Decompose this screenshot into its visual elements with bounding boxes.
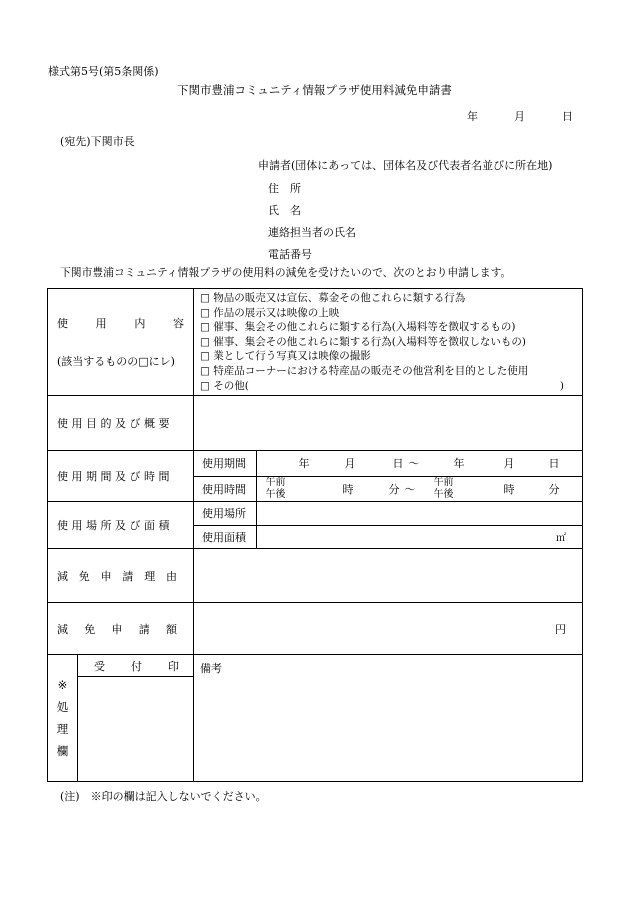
usage-option-other-close: ) (559, 379, 565, 392)
area-unit: ㎡ (556, 533, 567, 545)
processing-row-top (48, 655, 583, 677)
amount-input[interactable] (194, 603, 583, 655)
time-end-hour: 時 (503, 482, 515, 496)
period-start-day: 日 (392, 457, 404, 470)
intro-text: 下関市豊浦コミュニティ情報プラザの使用料の減免を受けたいので、次のとおり申請します。 (60, 266, 512, 279)
reason-label-char: 減 (57, 569, 68, 583)
reason-label-char: 請 (122, 569, 134, 583)
reason-label-char: 申 (100, 569, 112, 583)
usage-label-note: (該当するものの□にレ) (57, 355, 175, 368)
time-end-minute: 分 (548, 482, 560, 496)
addressee: (宛先)下関市長 (60, 135, 135, 148)
time-start-am: 午前 (265, 476, 286, 488)
amount-label-char: 減 (57, 622, 68, 636)
amount-label-char: 請 (138, 622, 150, 636)
form-title: 下関市豊浦コミュニティ情報プラザ使用料減免申請書 (177, 83, 452, 97)
processing-side-char: 欄 (56, 744, 69, 758)
period-tilde: ～ (408, 457, 420, 470)
time-end-pm: 午後 (433, 488, 454, 500)
area-sub-label: 使用面積 (194, 525, 256, 548)
application-form-table (47, 288, 583, 782)
period-end-day: 日 (548, 457, 560, 470)
usage-label-char: 容 (173, 317, 185, 330)
name-label: 氏 名 (268, 204, 301, 217)
reason-label-cell (48, 549, 194, 603)
reason-row (48, 549, 583, 603)
usage-option-other[interactable] (194, 379, 582, 394)
period-label: 使 用 期 間 及 び 時 間 (57, 470, 170, 483)
usage-option-checkbox[interactable]: □ 催事、集会その他これらに類する行為(入場料等を徴収しないもの) (200, 335, 526, 348)
amount-unit: 円 (555, 622, 567, 636)
processing-side-char: 処 (56, 700, 69, 714)
usage-label-char: 内 (134, 317, 146, 330)
time-tilde: ～ (404, 482, 416, 496)
phone-label: 電話番号 (268, 248, 312, 261)
time-start-pm: 午後 (265, 488, 286, 500)
date-day-label: 日 (562, 110, 573, 123)
processing-side-cell (48, 655, 78, 782)
reason-input[interactable] (194, 549, 583, 603)
place-label: 使 用 場 所 及 び 面 積 (57, 519, 170, 532)
period-row (48, 451, 583, 502)
form-number: 様式第5号(第5条関係) (48, 65, 159, 78)
applicant-heading: 申請者(団体にあっては、団体名及び代表者名並びに所在地) (258, 159, 553, 172)
time-input[interactable] (256, 476, 582, 501)
amount-label-char: 額 (166, 622, 177, 636)
place-label-cell (48, 502, 194, 549)
receipt-label-cell (78, 655, 194, 677)
reason-label-char: 理 (144, 569, 156, 583)
area-input[interactable] (256, 525, 582, 548)
place-sub-label: 使用場所 (194, 502, 256, 525)
purpose-label-cell (48, 396, 194, 451)
usage-option-checkbox[interactable]: □ 催事、集会その他これらに類する行為(入場料等を徴収するもの) (200, 321, 516, 334)
receipt-label-char: 印 (168, 659, 179, 673)
amount-label-char: 申 (111, 622, 123, 636)
purpose-input[interactable] (194, 396, 583, 451)
date-month-label: 月 (514, 110, 525, 123)
usage-option-other-label: □ その他( (200, 379, 249, 392)
place-cell (194, 502, 583, 549)
date-year-label: 年 (467, 110, 478, 123)
usage-label-char: 使 (57, 317, 68, 330)
processing-side-mark: ※ (57, 678, 68, 692)
remarks-cell[interactable] (194, 655, 583, 782)
purpose-row (48, 396, 583, 451)
usage-option-checkbox[interactable]: □ 業として行う写真又は映像の撮影 (200, 350, 371, 363)
amount-label-char: 免 (84, 622, 96, 636)
usage-option-checkbox[interactable]: □ 作品の展示又は映像の上映 (200, 306, 340, 319)
purpose-label: 使 用 目 的 及 び 概 要 (57, 417, 170, 430)
period-start-year: 年 (298, 457, 310, 470)
place-input[interactable] (256, 502, 582, 525)
usage-option-checkbox[interactable]: □ 特産品コーナーにおける特産品の販売その他営利を目的とした使用 (200, 364, 529, 377)
period-end-month: 月 (503, 457, 515, 470)
place-row (48, 502, 583, 549)
usage-options-cell (194, 289, 583, 396)
time-end-am: 午前 (433, 476, 454, 488)
amount-label-cell (48, 603, 194, 655)
usage-option-checkbox[interactable]: □ 物品の販売又は宣伝、募金その他これらに類する行為 (200, 292, 466, 304)
receipt-label-char: 付 (131, 659, 142, 673)
usage-row (48, 289, 583, 396)
period-input[interactable] (256, 451, 582, 476)
time-start-minute: 分 (388, 482, 400, 496)
footnote: (注) ※印の欄は記入しないでください。 (60, 790, 267, 803)
period-sub-label: 使用期間 (194, 451, 256, 476)
amount-row (48, 603, 583, 655)
period-end-year: 年 (453, 457, 465, 470)
reason-label-char: 由 (165, 569, 177, 583)
period-cell (194, 451, 583, 502)
address-label: 住 所 (268, 182, 301, 195)
period-label-cell (48, 451, 194, 502)
period-start-month: 月 (344, 457, 356, 470)
usage-label-char: 用 (95, 317, 107, 330)
time-start-hour: 時 (342, 482, 354, 496)
usage-label-cell (48, 289, 194, 396)
remarks-label: 備考 (200, 662, 223, 675)
receipt-stamp-area (78, 677, 194, 782)
reason-label-char: 免 (78, 569, 90, 583)
time-sub-label: 使用時間 (194, 476, 256, 501)
receipt-label-char: 受 (94, 659, 105, 673)
processing-side-char: 理 (56, 722, 69, 736)
contact-name-label: 連絡担当者の氏名 (268, 226, 356, 239)
